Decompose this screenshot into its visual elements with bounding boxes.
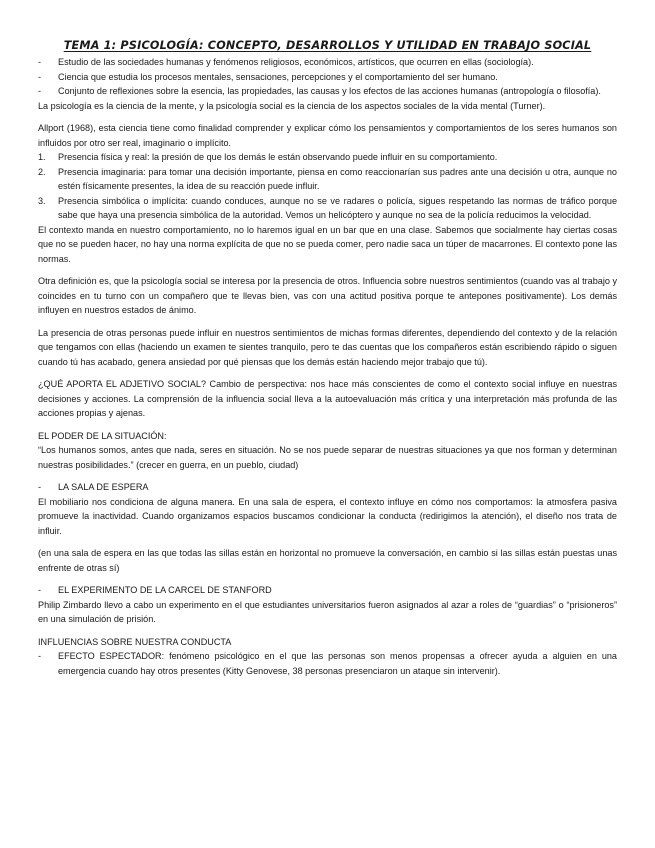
list-item bbox=[38, 194, 617, 223]
item-text: Presencia simbólica o implícita: cuando conduces, aunque no se ve radares o policía, sigues respetando las normas de tráfico porque sabe que haya una presencia simbólica de la autoridad. Vemos un helicóptero y aunque no sea de la policía reducimos la velocidad. bbox=[58, 195, 617, 220]
list-item: - EFECTO ESPECTADOR: fenómeno psicológico en el que las personas son menos propensas a ofrecer ayuda a alguien en una emergencia cuando hay otros presentes (Kitty Genovese, 38 personas presenciaron un ataque sin intervenir). bbox=[38, 649, 617, 678]
item-number: 1. bbox=[38, 152, 46, 162]
item-number: 2. bbox=[38, 166, 46, 177]
waiting-note: (en una sala de espera en las que todas las sillas están en horizontal no promueve la conversación, en cambio si las sillas están puestas unas enfrente de otras sí) bbox=[38, 548, 617, 573]
page-title: TEMA 1: PSICOLOGÍA: CONCEPTO, DESARROLLOS Y UTILIDAD EN TRABAJO SOCIAL bbox=[63, 39, 592, 52]
waiting-paragraph: El mobiliario nos condiciona de alguna manera. En una sala de espera, el contexto influye en cómo nos comportamos: la atmosfera pasiva promueve la inactividad. Cuando organizamos espacios buscamos condicionar la conducta (redirigimos la atención), el diseño nos trata de influir. bbox=[38, 496, 617, 536]
list-item: - Conjunto de reflexiones sobre la esencia, las propiedades, las causas y los efectos de las acciones humanas (antropología o filosofía). bbox=[38, 84, 617, 99]
stanford-heading: - EL EXPERIMENTO DE LA CARCEL DE STANFORD bbox=[38, 583, 617, 598]
list-item bbox=[38, 165, 617, 194]
allport-paragraph: Allport (1968), esta ciencia tiene como finalidad comprender y explicar cómo los pensamientos y comportamientos de los seres humanos son influidos por otro ser real, imaginario o implícito. bbox=[38, 123, 617, 148]
definition-turner: La psicología es la ciencia de la mente, y la psicología social es la ciencia de los aspectos sociales de la vida mental (Turner). bbox=[38, 100, 546, 111]
presence-list bbox=[38, 150, 617, 223]
social-adjective-paragraph: ¿QUÉ APORTA EL ADJETIVO SOCIAL? Cambio de perspectiva: nos hace más conscientes de como el contexto social influye en nuestras decisiones y acciones. La comprensión de la influencia social lleva a la autoevaluación más crítica y una interpretación más profunda de las acciones propias y ajenas. bbox=[38, 379, 617, 418]
influences-heading: INFLUENCIAS SOBRE NUESTRA CONDUCTA bbox=[38, 636, 232, 647]
stanford-paragraph: Philip Zimbardo llevo a cabo un experimento en el que estudiantes universitarios fueron asignados al azar a roles de “guardias” o “prisioneros” en una simulación de prisión. bbox=[38, 599, 617, 624]
other-definition-paragraph: Otra definición es, que la psicología social se interesa por la presencia de otros. Influencia sobre nuestros sentimientos (cuando vas al trabajo y coincides en tu turno con un compañero que te llevas bien, vas con una actitud positiva porque te antepones positivamente). Los demás influyen en nuestros estados de ánimo. bbox=[38, 276, 617, 315]
context-paragraph: El contexto manda en nuestro comportamiento, no lo haremos igual en un bar que en una clase. Sabemos que socialmente hay ciertas cosas que no se pueden hacer, no hay una norma explícita de que no se pueda comer, pero nadie saca un túper de macarrones. El contexto pone las normas. bbox=[38, 224, 617, 264]
intro-list bbox=[38, 55, 617, 99]
list-item: - Estudio de las sociedades humanas y fenómenos religiosos, económicos, artísticos, que ocurren en ellas (sociología). bbox=[38, 55, 617, 70]
presence-others-paragraph: La presencia de otras personas puede influir en nuestros sentimientos de michas formas diferentes, dependiendo del contexto y de la relación que tengamos con ellas (haciendo un examen te sientes tranquilo, pero te das cuentas que los compañeros están escribiendo rápido o siguen cuando tú has acabado, genera ansiedad por qué piensas que los demás están haciendo mejor trabajo que tú). bbox=[38, 327, 617, 367]
item-text: Presencia imaginaria: para tomar una decisión importante, piensa en como reaccionarían sus padres ante una decisión u otra, aunque no estén físicamente presentes, la idea de su reacción puede influir. bbox=[58, 166, 617, 191]
influences-list bbox=[38, 649, 617, 678]
item-text: Presencia física y real: la presión de que los demás le están observando puede influir en su comportamiento. bbox=[58, 152, 498, 162]
waiting-heading: - LA SALA DE ESPERA bbox=[38, 480, 617, 495]
list-item bbox=[38, 150, 617, 165]
item-number: 3. bbox=[38, 195, 46, 206]
power-quote: “Los humanos somos, antes que nada, seres en situación. No se nos puede separar de nuestras situaciones ya que nos forman y determinan nuestras posibilidades.” (crecer en guerra, en un pueblo, ciudad) bbox=[38, 445, 617, 470]
power-heading: EL PODER DE LA SITUACIÓN: bbox=[38, 430, 167, 441]
list-item: - Ciencia que estudia los procesos mentales, sensaciones, percepciones y el comportamiento del ser humano. bbox=[38, 70, 617, 85]
